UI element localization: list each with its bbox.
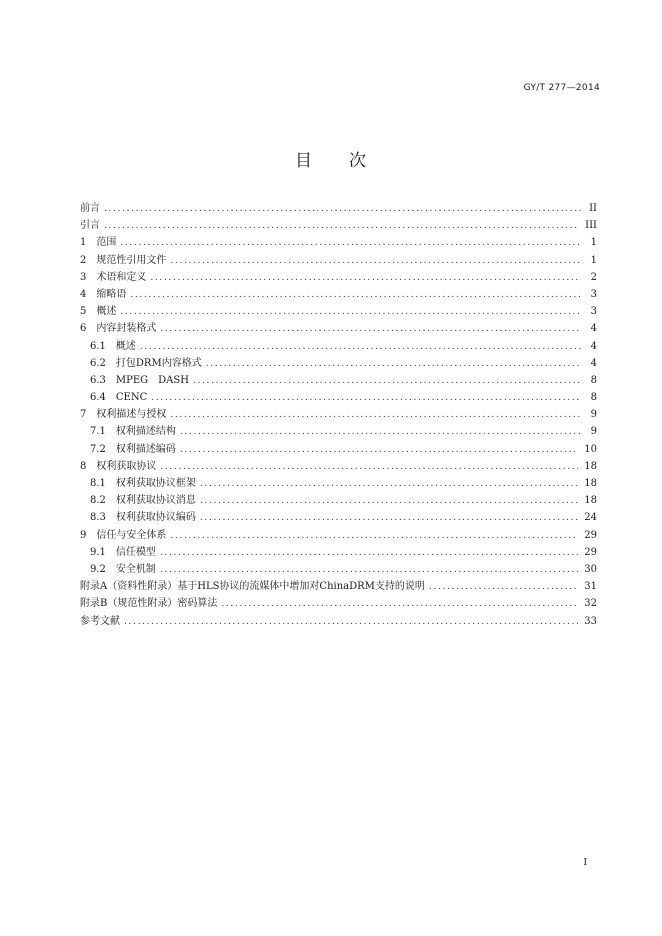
table-of-contents — [80, 200, 597, 630]
toc-entry-page: 29 — [584, 546, 597, 558]
toc-entry[interactable] — [80, 441, 597, 458]
toc-entry-title: 8.3 权利获取协议编码 — [90, 512, 196, 524]
toc-leader-dots — [170, 528, 578, 545]
toc-entry-title: 8 权利获取协议 — [80, 460, 157, 472]
toc-entry-title: 1 范围 — [80, 237, 117, 249]
toc-leader-dots — [120, 304, 581, 321]
toc-entry[interactable] — [80, 286, 597, 303]
toc-entry-title: 参考文献 — [80, 615, 120, 627]
toc-entry[interactable] — [80, 269, 597, 286]
toc-leader-dots — [160, 459, 578, 476]
toc-entry-page: 3 — [590, 288, 597, 300]
toc-entry-title: 6 内容封装格式 — [80, 323, 157, 335]
toc-leader-dots — [160, 321, 581, 338]
toc-entry-title: 6.3 MPEG DASH — [90, 374, 189, 386]
toc-entry[interactable] — [80, 320, 597, 337]
toc-entry[interactable] — [80, 595, 597, 612]
toc-leader-dots — [130, 287, 581, 304]
toc-leader-dots — [160, 562, 578, 579]
toc-entry-title: 8.1 权利获取协议框架 — [90, 478, 196, 489]
toc-leader-dots — [429, 579, 578, 596]
toc-leader-dots — [200, 510, 578, 527]
toc-entry[interactable] — [80, 200, 597, 217]
page-title: 目 次 — [295, 151, 367, 171]
toc-entry-title: 7.2 权利描述编码 — [90, 443, 176, 455]
toc-entry[interactable] — [80, 578, 597, 595]
toc-entry-title: 附录A（资料性附录）基于HLS协议的流媒体中增加对ChinaDRM支持的说明 — [80, 581, 425, 593]
toc-entry-page: 4 — [590, 357, 597, 369]
toc-entry[interactable] — [80, 561, 597, 578]
toc-entry[interactable] — [80, 423, 597, 440]
toc-entry-page: 2 — [590, 271, 597, 283]
toc-entry-page: 33 — [584, 615, 597, 627]
toc-entry[interactable] — [80, 355, 597, 372]
toc-entry-title: 6.1 概述 — [90, 340, 136, 352]
toc-leader-dots — [180, 442, 578, 459]
toc-entry-title: 引言 — [80, 220, 100, 232]
toc-entry-page: 18 — [584, 495, 597, 507]
toc-leader-dots — [120, 235, 581, 252]
toc-leader-dots — [140, 339, 581, 356]
toc-entry-page: 24 — [584, 512, 597, 524]
toc-leader-dots — [200, 476, 578, 493]
toc-entry[interactable] — [80, 406, 597, 423]
toc-entry-page: 4 — [590, 340, 597, 352]
toc-entry[interactable] — [80, 458, 597, 475]
toc-entry-title: 4 缩略语 — [80, 288, 127, 300]
toc-entry-page: 1 — [590, 254, 597, 266]
toc-entry-title: 前言 — [80, 203, 100, 214]
toc-entry-title: 6.2 打包DRM内容格式 — [90, 357, 202, 369]
toc-entry-page: 4 — [590, 323, 597, 335]
toc-leader-dots — [170, 407, 581, 424]
standard-code: GY/T 277—2014 — [523, 83, 600, 93]
toc-entry-page: 31 — [584, 581, 597, 593]
toc-entry[interactable] — [80, 338, 597, 355]
toc-entry-page: 18 — [584, 478, 597, 489]
toc-leader-dots — [206, 356, 581, 373]
toc-entry-title: 9 信任与安全体系 — [80, 529, 167, 541]
toc-entry[interactable] — [80, 389, 597, 406]
toc-leader-dots — [151, 390, 581, 407]
toc-leader-dots — [200, 493, 578, 510]
toc-entry[interactable] — [80, 613, 597, 630]
toc-entry-page: 32 — [584, 598, 597, 610]
toc-entry-title: 8.2 权利获取协议消息 — [90, 495, 196, 507]
toc-leader-dots — [221, 596, 578, 613]
toc-entry-title: 附录B（规范性附录）密码算法 — [80, 598, 218, 610]
toc-leader-dots — [104, 201, 581, 218]
toc-leader-dots — [104, 218, 579, 235]
toc-entry-page: II — [589, 203, 597, 214]
toc-entry[interactable] — [80, 475, 597, 492]
toc-entry-page: 30 — [584, 563, 597, 575]
toc-leader-dots — [150, 270, 581, 287]
page-number: I — [583, 858, 587, 868]
toc-entry-title: 9.2 安全机制 — [90, 563, 156, 575]
toc-entry[interactable] — [80, 509, 597, 526]
toc-entry-title: 5 概述 — [80, 306, 117, 318]
toc-entry[interactable] — [80, 492, 597, 509]
toc-leader-dots — [160, 545, 578, 562]
toc-entry-title: 6.4 CENC — [90, 392, 148, 404]
toc-leader-dots — [180, 424, 581, 441]
toc-entry-title: 2 规范性引用文件 — [80, 254, 167, 266]
toc-entry[interactable] — [80, 372, 597, 389]
toc-entry-page: 9 — [590, 426, 597, 438]
toc-entry-page: 18 — [584, 460, 597, 472]
toc-entry-page: III — [585, 220, 597, 232]
toc-leader-dots — [170, 253, 581, 270]
toc-entry[interactable] — [80, 303, 597, 320]
toc-entry-page: 8 — [590, 392, 597, 404]
toc-entry-title: 3 术语和定义 — [80, 271, 147, 283]
toc-leader-dots — [124, 614, 578, 631]
toc-entry-page: 8 — [590, 374, 597, 386]
toc-entry-page: 29 — [584, 529, 597, 541]
toc-leader-dots — [193, 373, 581, 390]
toc-entry-page: 10 — [584, 443, 597, 455]
toc-entry[interactable] — [80, 217, 597, 234]
toc-entry-page: 3 — [590, 306, 597, 318]
toc-entry-title: 9.1 信任模型 — [90, 546, 156, 558]
toc-entry-title: 7.1 权利描述结构 — [90, 426, 176, 438]
toc-entry-page: 1 — [590, 237, 597, 249]
toc-entry[interactable] — [80, 527, 597, 544]
toc-entry[interactable] — [80, 234, 597, 251]
toc-entry-page: 9 — [590, 409, 597, 421]
toc-entry[interactable] — [80, 252, 597, 269]
toc-entry[interactable] — [80, 544, 597, 561]
toc-entry-title: 7 权利描述与授权 — [80, 409, 167, 421]
